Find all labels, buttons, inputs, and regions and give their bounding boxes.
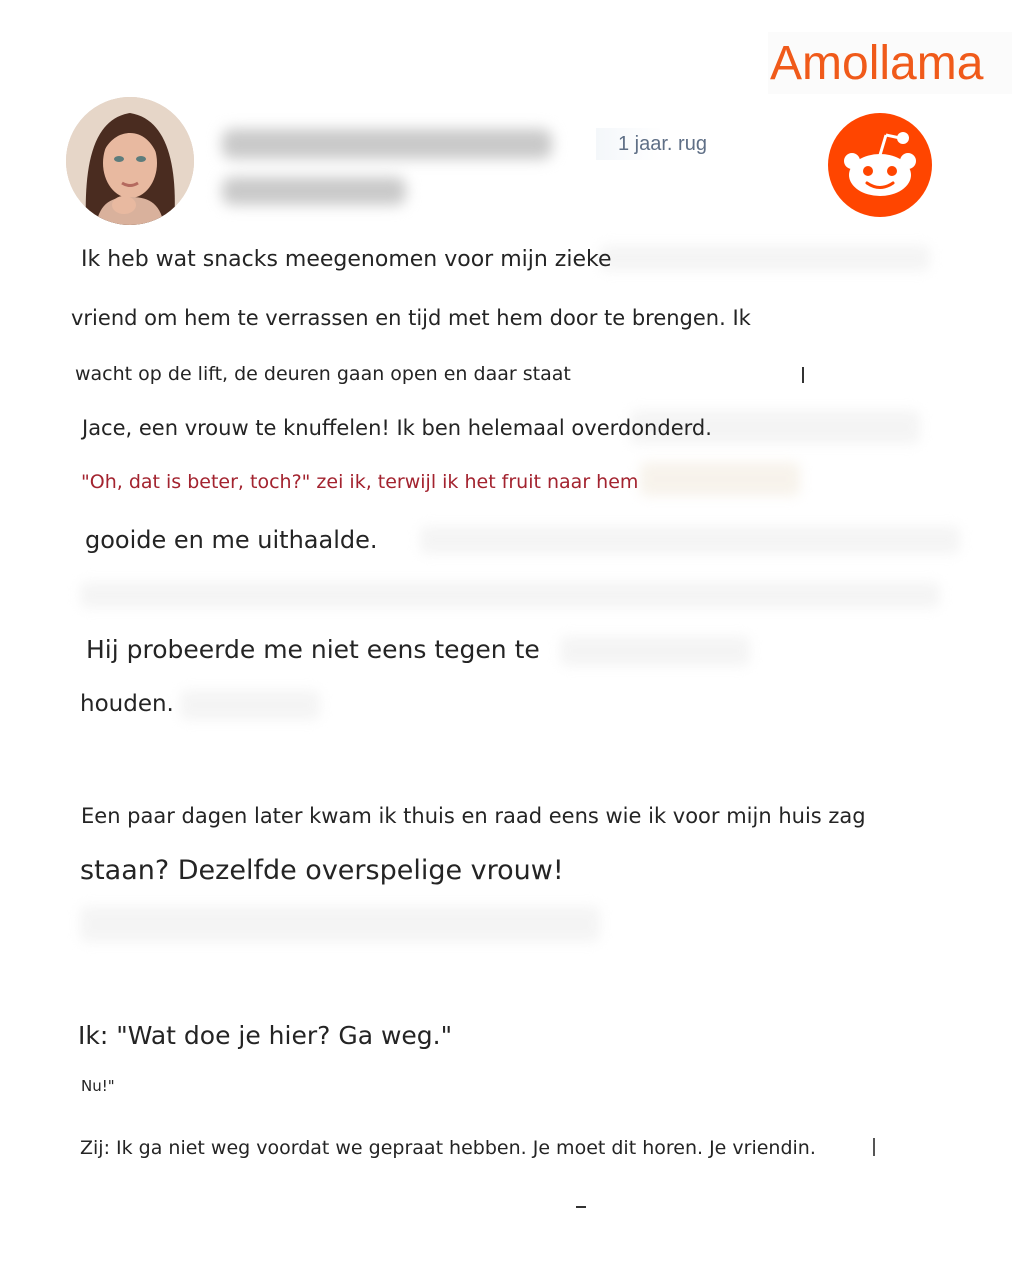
background-smudge [80, 906, 600, 942]
story-line: Ik heb wat snacks meegenomen voor mijn zieke [81, 247, 612, 272]
story-line: wacht op de lift, de deuren gaan open en daar staat [75, 363, 571, 385]
story-line: staan? Dezelfde overspelige vrouw! [80, 855, 564, 886]
text-cursor-mark [873, 1138, 875, 1156]
blurred-username [216, 117, 566, 215]
story-line: Nu!" [81, 1077, 115, 1095]
background-smudge [600, 245, 930, 271]
story-line: Ik: "Wat doe je hier? Ga weg." [78, 1021, 453, 1050]
background-smudge [180, 690, 320, 720]
background-smudge [640, 462, 800, 496]
brand-name: Amollama [770, 37, 984, 90]
reddit-icon [828, 113, 932, 217]
profile-photo-icon [66, 97, 194, 225]
story-line: gooide en me uithaalde. [85, 526, 378, 554]
story-line: Hij probeerde me niet eens tegen te [86, 635, 540, 664]
story-line: vriend om hem te verrassen en tijd met hem door te brengen. Ik [71, 306, 751, 330]
brand-watermark [768, 32, 1012, 94]
post-timestamp: 1 jaar. rug [596, 128, 707, 160]
quoted-line: "Oh, dat is beter, toch?" zei ik, terwijl ik het fruit naar hem [81, 471, 639, 493]
text-cursor-mark [576, 1206, 586, 1208]
story-line: Jace, een vrouw te knuffelen! Ik ben helemaal overdonderd. [82, 416, 712, 440]
background-smudge [560, 636, 750, 666]
background-smudge [80, 582, 940, 608]
user-avatar[interactable] [66, 97, 194, 225]
story-line: Zij: Ik ga niet weg voordat we gepraat hebben. Je moet dit horen. Je vriendin. [80, 1137, 816, 1159]
text-cursor-mark [802, 367, 804, 383]
story-line: Een paar dagen later kwam ik thuis en raad eens wie ik voor mijn huis zag [81, 804, 866, 828]
background-smudge [420, 526, 960, 554]
story-line: houden. [80, 691, 174, 717]
